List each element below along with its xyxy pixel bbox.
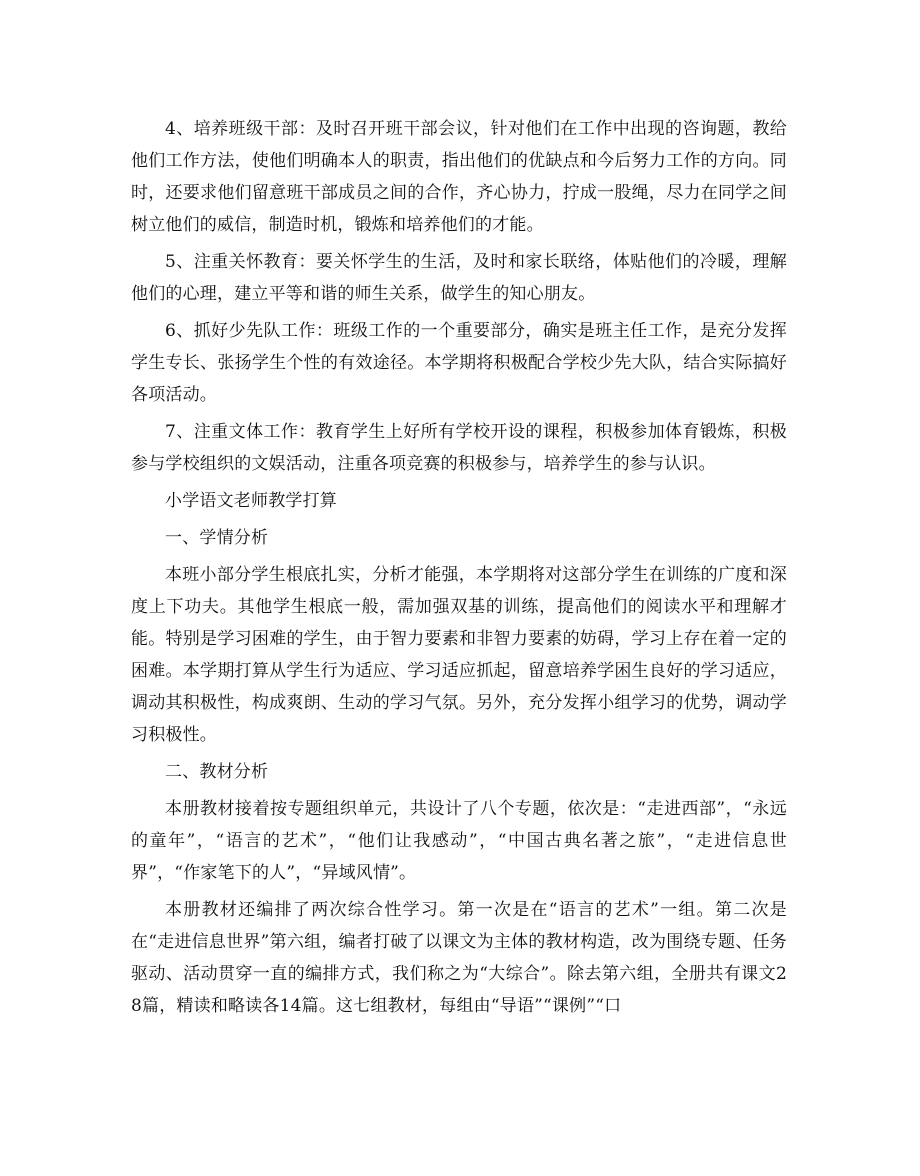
heading-textbook-analysis: 二、教材分析 [165,762,269,782]
document-body [131,113,787,1022]
paragraph-class-cadres: 4、培养班级干部：及时召开班干部会议，针对他们在工作中出现的咨询题，教给他们工作方法，使他们明确本人的职责，指出他们的优缺点和今后努力工作的方向。同时，还要求他们留意班干部成员之间的合作，齐心协力，拧成一股绳，尽力在同学之间树立他们的威信，制造时机，锻炼和培养他们的才能。 [131,119,787,235]
paragraph-textbook-topics: 本册教材接着按专题组织单元，共设计了八个专题，依次是：“走进西部”，“永远的童年”，“语言的艺术”，“他们让我感动”，“中国古典名著之旅”，“走进信息世界”，“作家笔下的人”，“异域风情”。 [131,799,787,883]
paragraph-textbook-structure: 本册教材还编排了两次综合性学习。第一次是在“语言的艺术”一组。第二次是在“走进信息世界”第六组，编者打破了以课文为主体的教材构造，改为围绕专题、任务驱动、活动贯穿一直的编排方式，我们称之为“大综合”。除去第六组，全册共有课文28篇，精读和略读各14篇。这七组教材，每组由“导语”“课例”“口 [131,900,787,1016]
section-title: 小学语文老师教学打算 [165,491,337,511]
paragraph-young-pioneers: 6、抓好少先队工作：班级工作的一个重要部分，确实是班主任工作，是充分发挥学生专长、张扬学生个性的有效途径。本学期将积极配合学校少先大队，结合实际搞好各项活动。 [131,321,787,405]
heading-student-analysis: 一、学情分析 [165,528,269,548]
paragraph-student-analysis: 本班小部分学生根底扎实，分析才能强，本学期将对这部分学生在训练的广度和深度上下功夫。其他学生根底一般，需加强双基的训练，提高他们的阅读水平和理解才能。特别是学习困难的学生，由于智力要素和非智力要素的妨碍，学习上存在着一定的困难。本学期打算从学生行为适应、学习适应抓起，留意培养学困生良好的学习适应，调动其积极性，构成爽朗、生动的学习气氛。另外，充分发挥小组学习的优势，调动学习积极性。 [131,565,787,745]
paragraph-sports-arts: 7、注重文体工作：教育学生上好所有学校开设的课程，积极参加体育锻炼，积极参与学校组织的文娱活动，注重各项竞赛的积极参与，培养学生的参与认识。 [131,422,787,474]
paragraph-care-education: 5、注重关怀教育：要关怀学生的生活，及时和家长联络，体贴他们的冷暖，理解他们的心理，建立平等和谐的师生关系，做学生的知心朋友。 [131,252,787,304]
